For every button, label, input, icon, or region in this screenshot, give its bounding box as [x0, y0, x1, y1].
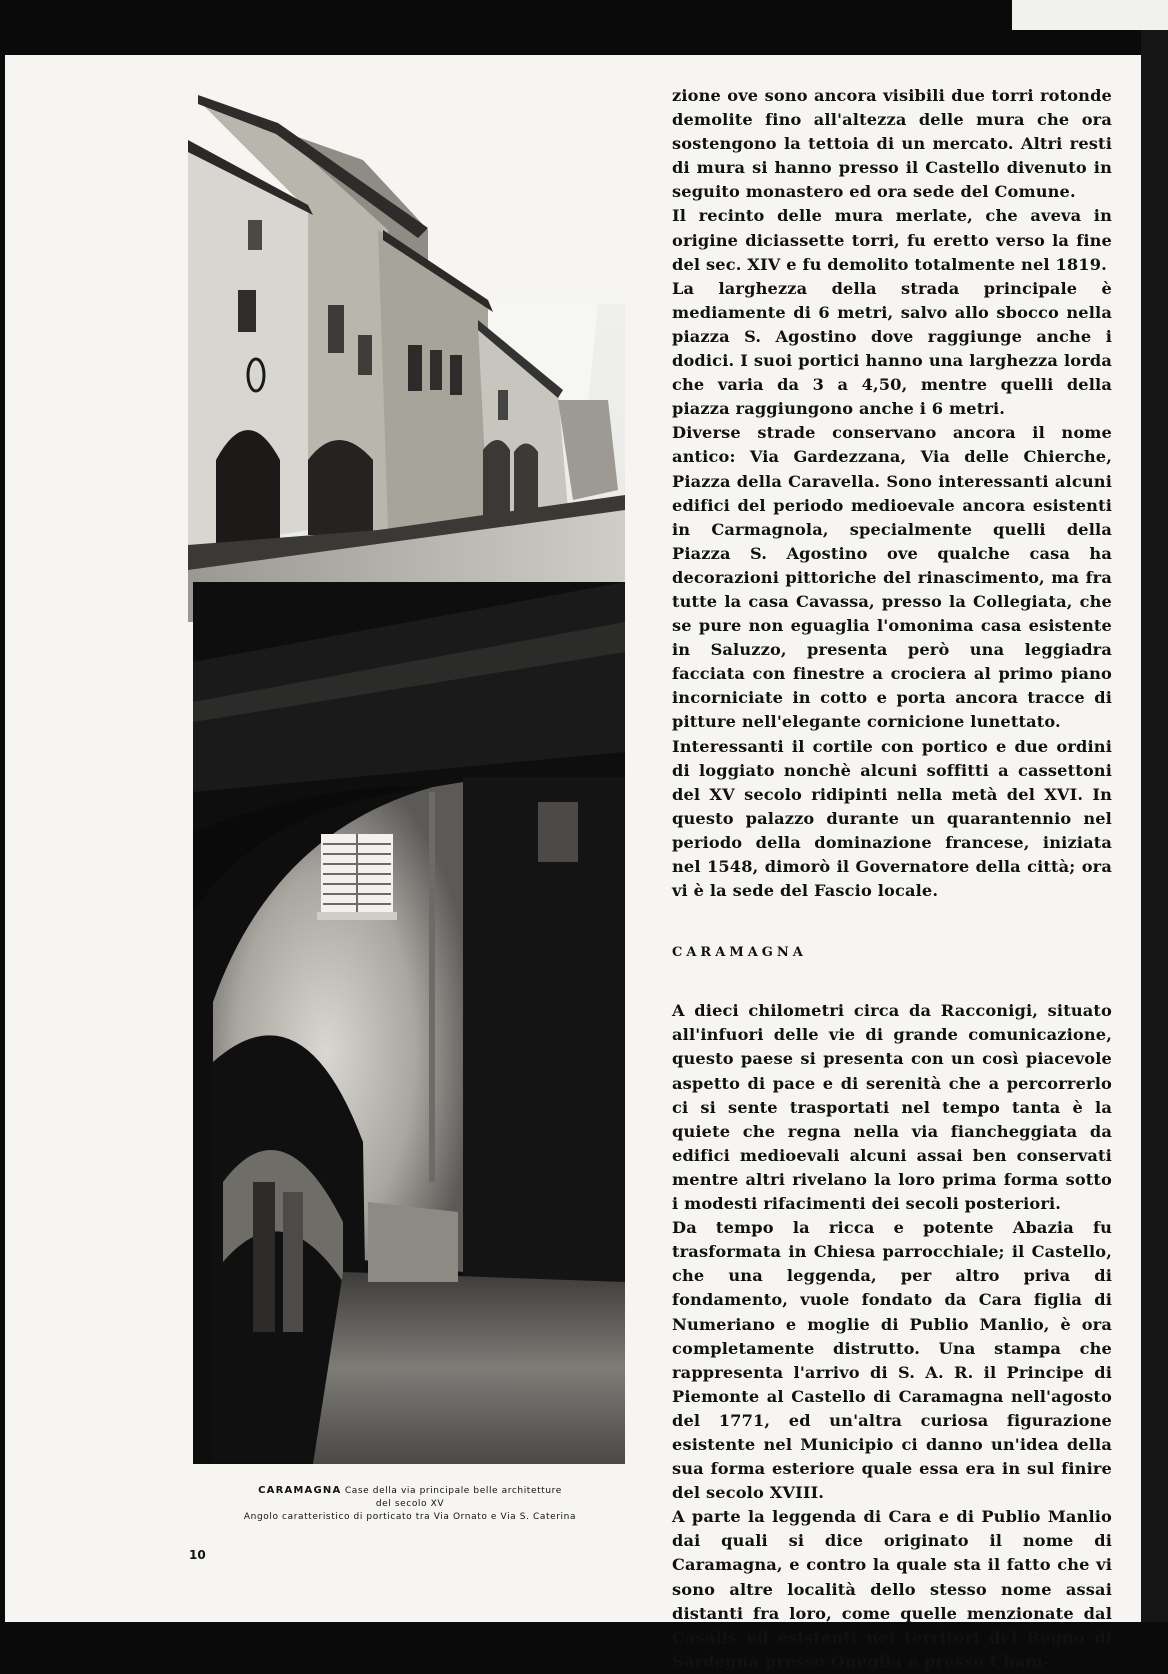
paragraph: Interessanti il cortile con portico e due ordini di loggiato nonchè alcuni soffitti a cassettoni del XV secolo ridipinti nella metà del XVI. In questo palazzo durante un quarantennio nel periodo della dominazione francese, iniziata nel 1548, dimorò il Governatore della città; ora vi è la sede del Fascio locale.	[672, 736, 1112, 901]
paragraph: Il recinto delle mura merlate, che aveva in origine diciassette torri, fu eretto verso la fine del sec. XIV e fu demolito totalmente nel 1819.	[672, 206, 1112, 274]
paragraph: Diverse strade conservano ancora il nome antico: Via Gardezzana, Via delle Chierche, Piazza della Caravella. Sono interessanti alcuni edifici del periodo medioevale ancora esistenti in Carmagnola, specialmente quelli della Piazza S. Agostino ove qualche casa ha decorazioni pittoriche del rinascimento, ma fra tutte la casa Cavassa, presso la Collegiata, che se pure non eguaglia l'omonima casa esistente in Saluzzo, presenta però una leggiadra facciata con finestre a crociera al primo piano incorniciate in cotto e porta ancora tracce di pitture nell'elegante cornicione lunettato.	[672, 423, 1112, 732]
photo-caption	[190, 1484, 630, 1524]
section-heading: CARAMAGNA	[672, 945, 807, 961]
caption-line2: del secolo XV	[375, 1499, 445, 1509]
paragraph: La larghezza della strada principale è mediamente di 6 metri, salvo allo sbocco nella piazza S. Agostino dove raggiunge anche i dodici. I suoi portici hanno una larghezza lorda che varia da 3 a 4,50, mentre quelli della piazza raggiungono anche i 6 metri.	[672, 278, 1112, 419]
caption-line3: Angolo caratteristico di porticato tra Via Ornato e Via S. Caterina	[243, 1512, 577, 1522]
paragraph: Da tempo la ricca e potente Abazia fu trasformata in Chiesa parrocchiale; il Castello, che una leggenda, per altro priva di fondamento, vuole fondato da Cara figlia di Numeriano e moglie di Publio Manlio, è ora completamente distrutto. Una stampa che rappresenta l'arrivo di S. A. R. il Principe di Piemonte al Castello di Caramagna nell'agosto del 1771, ed un'altra curiosa figurazione esistente nel Municipio ci danno un'idea della sua forma esteriore quale essa era in sul finire del secolo XVIII.	[672, 1218, 1112, 1503]
caption-line1: Case della via principale belle architetture	[341, 1486, 562, 1496]
scan-corner-white	[1012, 0, 1168, 30]
photo-street-houses	[188, 90, 625, 622]
paragraph: A parte la leggenda di Cara e di Publio Manlio dai quali si dice originato il nome di Caramagna, e contro la quale sta il fatto che vi sono altre località dello stesso nome assai distanti fra loro, come quelle menzionate dal Casalis ed esistenti nei territori del Regno di Sardegna presso Oneglia e presso Cham-	[672, 1507, 1112, 1671]
paragraph: zione ove sono ancora visibili due torri rotonde demolite fino all'altezza delle mura che ora sostengono la tettoia di un mercato. Altri resti di mura si hanno presso il Castello divenuto in seguito monastero ed ora sede del Comune.	[672, 86, 1112, 202]
scan-right-edge	[1141, 30, 1168, 1622]
caption-place: CARAMAGNA	[258, 1485, 342, 1496]
page-number: 10	[189, 1548, 206, 1562]
article-column	[672, 84, 1112, 1674]
paragraph: A dieci chilometri circa da Racconigi, situato all'infuori delle vie di grande comunicazione, questo paese si presenta con un così piacevole aspetto di pace e di serenità che a percorrerlo ci si sente trasportati nel tempo tanta è la quiete che regna nella via fiancheggiata da edifici medioevali alcuni assai ben conservati mentre altri rivelano la loro prima forma sotto i modesti rifacimenti dei secoli posteriori.	[672, 1001, 1112, 1214]
photo-portico-arch	[193, 582, 625, 1464]
